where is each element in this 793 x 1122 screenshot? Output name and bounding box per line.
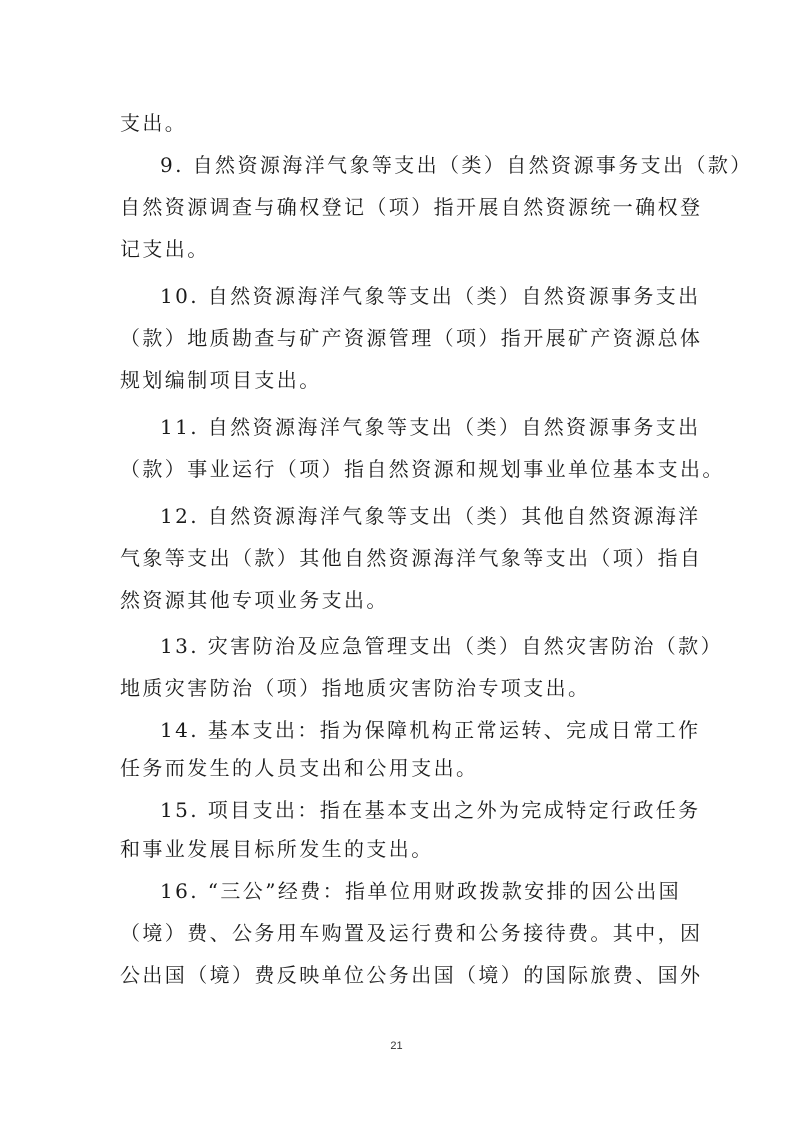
paragraph-11-line-2: （款）事业运行（项）指自然资源和规划事业单位基本支出。: [120, 457, 725, 481]
text-line: 支出。: [120, 111, 188, 135]
paragraph-12-line-2: 气象等支出（款）其他自然资源海洋气象等支出（项）指自: [120, 546, 703, 570]
paragraph-13-line-2: 地质灾害防治（项）指地质灾害防治专项支出。: [120, 676, 591, 700]
paragraph-10-line-2: （款）地质勘查与矿产资源管理（项）指开展矿产资源总体: [120, 326, 703, 350]
paragraph-15-line-2: 和事业发展目标所发生的支出。: [120, 837, 434, 861]
paragraph-9-line-3: 记支出。: [120, 237, 210, 261]
paragraph-16-line-2: （境）费、公务用车购置及运行费和公务接待费。其中，因: [120, 921, 703, 945]
paragraph-15-line-1: 15. 项目支出：指在基本支出之外为完成特定行政任务: [160, 798, 701, 822]
paragraph-11-line-1: 11. 自然资源海洋气象等支出（类）自然资源事务支出: [160, 415, 701, 439]
paragraph-12-line-3: 然资源其他专项业务支出。: [120, 588, 389, 612]
paragraph-14-line-1: 14. 基本支出：指为保障机构正常运转、完成日常工作: [160, 718, 701, 742]
paragraph-13-line-1: 13. 灾害防治及应急管理支出（类）自然灾害防治（款）: [160, 634, 723, 658]
paragraph-16-line-3: 公出国（境）费反映单位公务出国（境）的国际旅费、国外: [120, 963, 703, 987]
paragraph-10-line-1: 10. 自然资源海洋气象等支出（类）自然资源事务支出: [160, 284, 701, 308]
page-number: 21: [390, 1040, 403, 1052]
paragraph-9-line-1: 9. 自然资源海洋气象等支出（类）自然资源事务支出（款）: [160, 153, 753, 177]
paragraph-16-line-1: 16. “三公”经费：指单位用财政拨款安排的因公出国: [160, 879, 682, 903]
paragraph-9-line-2: 自然资源调查与确权登记（项）指开展自然资源统一确权登: [120, 195, 703, 219]
paragraph-12-line-1: 12. 自然资源海洋气象等支出（类）其他自然资源海洋: [160, 504, 701, 528]
paragraph-10-line-3: 规划编制项目支出。: [120, 368, 322, 392]
paragraph-14-line-2: 任务而发生的人员支出和公用支出。: [120, 756, 479, 780]
